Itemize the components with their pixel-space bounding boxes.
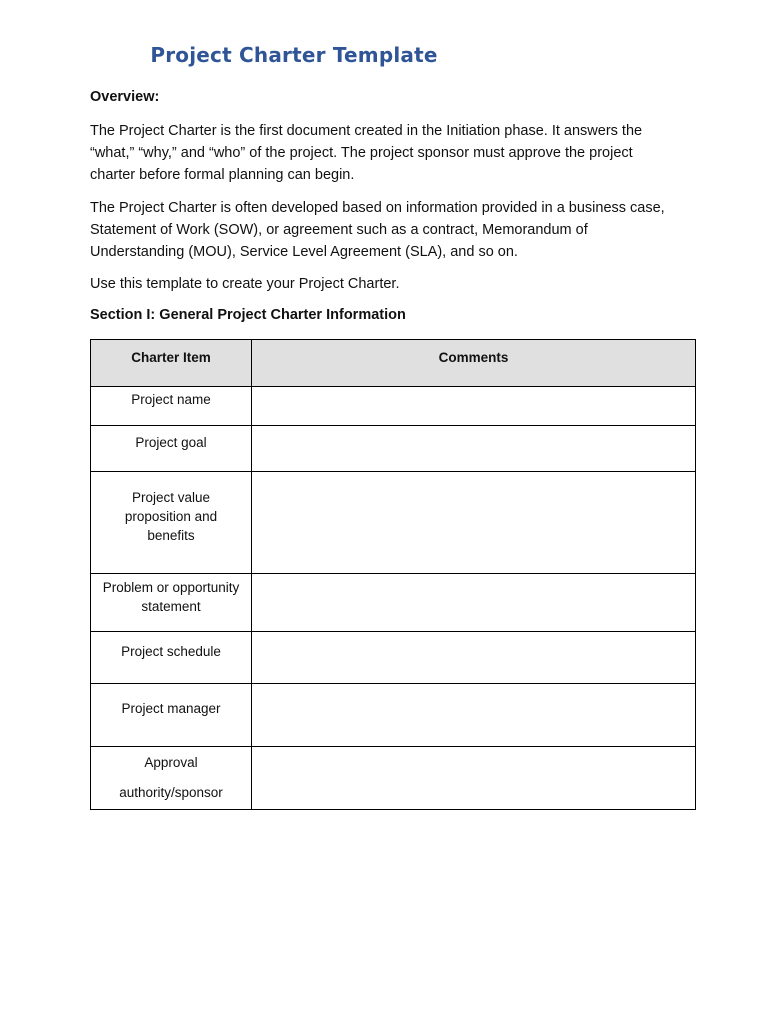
comment-cell[interactable] xyxy=(252,574,696,632)
table-row xyxy=(91,574,696,632)
charter-item-cell: Project value proposition and benefits xyxy=(91,472,252,574)
table-row xyxy=(91,684,696,747)
table-row xyxy=(91,426,696,472)
comment-cell[interactable] xyxy=(252,472,696,574)
charter-item-cell: Project manager xyxy=(91,684,252,747)
comment-cell[interactable] xyxy=(252,632,696,684)
column-header-charter-item: Charter Item xyxy=(91,340,252,387)
comment-cell[interactable] xyxy=(252,747,696,810)
charter-item-cell: Approval authority/sponsor xyxy=(91,747,252,810)
charter-item-cell: Project schedule xyxy=(91,632,252,684)
charter-item-cell: Problem or opportunity statement xyxy=(91,574,252,632)
table-row xyxy=(91,387,696,426)
table-row xyxy=(91,632,696,684)
table-row xyxy=(91,472,696,574)
table-row xyxy=(91,747,696,810)
page-title: Project Charter Template xyxy=(150,43,438,67)
charter-item-cell: Project name xyxy=(91,387,252,426)
paragraph-sources: The Project Charter is often developed based on information provided in a business case, Statement of Work (SOW), or agreement such as a contract, Memorandum of Understanding (MOU), Service Level Agreement (SLA), and so on. xyxy=(90,200,665,260)
paragraph-intro: The Project Charter is the first document created in the Initiation phase. It answers the “what,” “why,” and “who” of the project. The project sponsor must approve the project charter before formal planning can begin. xyxy=(90,123,643,183)
section-heading: Section I: General Project Charter Information xyxy=(90,307,406,323)
comment-cell[interactable] xyxy=(252,387,696,426)
overview-heading: Overview: xyxy=(90,89,160,105)
comment-cell[interactable] xyxy=(252,684,696,747)
column-header-comments: Comments xyxy=(252,340,696,387)
paragraph-instruction: Use this template to create your Project Charter. xyxy=(90,276,400,292)
charter-item-cell: Project goal xyxy=(91,426,252,472)
charter-table xyxy=(90,339,696,810)
table-header-row xyxy=(91,340,696,387)
comment-cell[interactable] xyxy=(252,426,696,472)
